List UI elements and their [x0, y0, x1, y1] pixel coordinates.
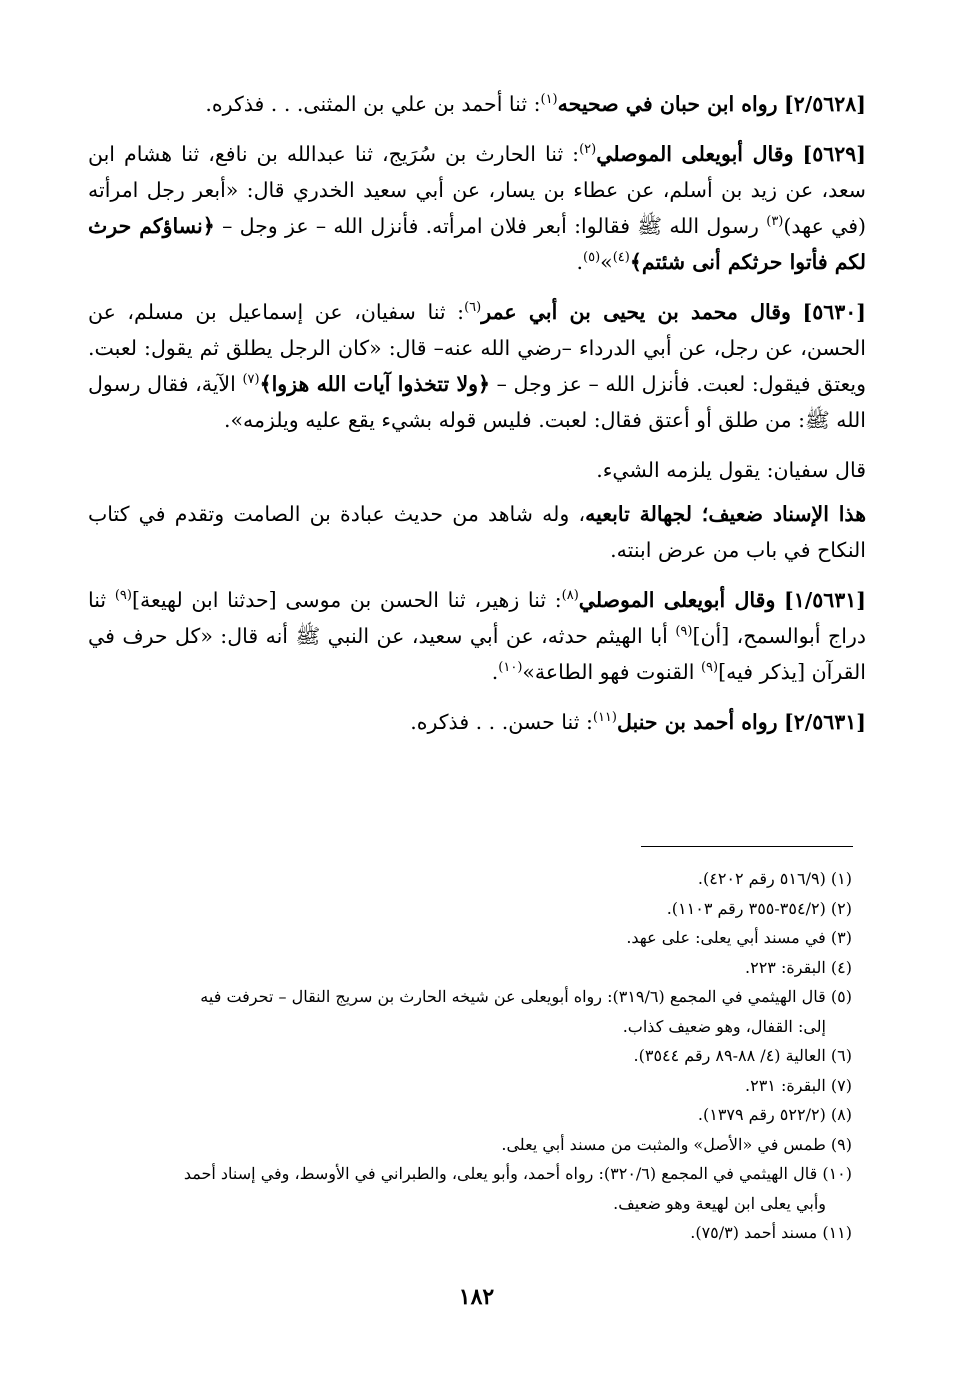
footnote-text: (٣٥٤/٢-٣٥٥ رقم ١١٠٣).: [666, 898, 826, 918]
footnote-ref: (١): [540, 92, 558, 108]
hadith-text: »: [600, 250, 613, 274]
hadith-lead: وقال محمد بن يحيى بن أبي عمر: [481, 300, 791, 324]
footnote-label: (٣): [830, 928, 852, 947]
footnote-ref: (٢): [579, 142, 597, 158]
quran-verse: ﴿ولا تتخذوا آيات الله هزوا﴾: [259, 372, 491, 396]
footnote-continuation: إلى: القفال، وهو ضعيف كذاب.: [622, 1016, 826, 1036]
footnote-text: في مسند أبي يعلى: على عهد.: [626, 928, 826, 947]
hadith-number: [٢/٥٦٣١]: [784, 710, 866, 734]
hadith-number: [٢/٥٦٢٨]: [784, 92, 866, 116]
footnote-divider: [641, 846, 853, 847]
footnote-label: (٦): [830, 1046, 852, 1065]
footnote-10: [84, 1159, 852, 1218]
hadith-lead: رواه ابن حبان في صحيحه: [557, 92, 778, 116]
footnote-3: [84, 923, 852, 953]
hadith-lead: وقال أبويعلى الموصلي: [578, 588, 776, 612]
sufyan-comment: [88, 452, 866, 488]
footnote-9: [84, 1130, 852, 1160]
footnote-11: [84, 1218, 852, 1248]
footnote-ref: (٥): [583, 250, 601, 266]
footnote-label: (٧): [830, 1075, 852, 1095]
hadith-text: : ثنا أحمد بن علي بن المثنى. . . فذكره.: [205, 92, 541, 116]
hadith-lead: رواه أحمد بن حنبل: [617, 710, 778, 734]
footnote-text: (٥١٦/٩ رقم ٤٢٠٢).: [697, 869, 826, 888]
isnad-grading: [88, 496, 866, 568]
footnote-label: (٩): [830, 1134, 852, 1154]
hadith-entry-5628-2: [88, 86, 866, 122]
grading-text: هذا الإسناد ضعيف؛ لجهالة تابعيه: [585, 502, 867, 526]
hadith-text: : ثنا حسن. . . فذكره.: [410, 710, 593, 734]
footnote-text: العالية (٤/ ٨٨-٨٩ رقم ٣٥٤٤).: [633, 1046, 826, 1065]
footnote-ref: (٧): [242, 372, 260, 388]
footnote-ref: (٩): [700, 660, 719, 676]
hadith-text: القنوت فهو الطاعة»: [522, 660, 701, 684]
footnote-ref: (٨): [561, 588, 579, 604]
footnote-ref: (٩): [675, 624, 693, 640]
footnote-label: (٨): [830, 1105, 852, 1124]
footnote-label: (٢): [830, 898, 852, 918]
footnotes: [84, 864, 852, 1248]
hadith-text: .: [491, 660, 499, 684]
footnote-label: (١٠): [822, 1164, 852, 1183]
footnote-ref: (٩): [114, 588, 132, 604]
footnote-text: مسند أحمد (٧٥/٣).: [690, 1223, 818, 1242]
hadith-entry-5629: [88, 136, 866, 280]
hadith-entry-5631-2: [88, 704, 866, 740]
hadith-entry-5630: [88, 294, 866, 438]
footnote-1: [84, 864, 852, 894]
hadith-number: [١/٥٦٣١]: [784, 588, 866, 612]
footnote-ref: (١١): [592, 710, 617, 726]
footnote-continuation: وأبي يعلى ابن لهيعة وهو ضعيف.: [613, 1193, 826, 1213]
quran-verse: ﴿نساؤكم حرث لكم فأتوا حرثكم أنى شئتم﴾: [88, 214, 866, 274]
grading-detail: ، وله شاهد من حديث عبادة بن الصامت وتقدم في كتاب النكاح في باب من عرض ابنته.: [88, 502, 866, 562]
page-number: ١٨٢: [458, 1284, 495, 1310]
footnote-text: البقرة: ٢٢٣.: [745, 957, 826, 977]
hadith-number: [٥٦٢٩]: [802, 142, 866, 166]
hadith-text: رسول الله ﷺ فقالوا: أبعر فلان امرأته. فأنزل الله – عز وجل –: [214, 214, 767, 238]
footnote-2: [84, 894, 852, 924]
footnote-ref: (٦): [464, 300, 482, 316]
footnote-8: [84, 1100, 852, 1130]
footnote-text: البقرة: ٢٣١.: [745, 1075, 826, 1095]
comment-text: قال سفيان: يقول يلزمه الشيء.: [596, 458, 866, 482]
footnote-label: (١): [830, 869, 852, 888]
main-text: [88, 86, 866, 754]
hadith-text: .: [576, 250, 584, 274]
footnote-label: (٤): [830, 957, 852, 977]
hadith-text: : ثنا سفيان، عن إسماعيل بن مسلم، عن الحسن، عن رجل، عن أبي الدرداء –رضي الله عنه– قال: «كان الرجل يطلق ثم يقول: لعبت. ويعتق فيقول: لعبت. فأنزل الله – عز وجل –: [88, 300, 866, 396]
hadith-text: الآية، فقال رسول الله ﷺ: من طلق أو أعتق فقال: لعبت. فليس قوله بشيء يقع عليه ويلزمه».: [88, 372, 866, 432]
footnote-ref: (٤): [612, 250, 630, 266]
hadith-text: : ثنا زهير، ثنا الحسن بن موسى [حدثنا ابن لهيعة]: [131, 588, 562, 612]
footnote-label: (١١): [822, 1223, 852, 1242]
footnote-7: [84, 1071, 852, 1101]
hadith-number: [٥٦٣٠]: [802, 300, 866, 324]
footnote-ref: (٣): [766, 214, 784, 230]
footnote-4: [84, 953, 852, 983]
footnote-text: قال الهيثمي في المجمع (٣٢٠/٦): رواه أحمد، وأبو يعلى، والطبراني في الأوسط، وفي إسناد أحمد: [183, 1164, 818, 1183]
footnote-ref: (١٠): [498, 660, 523, 676]
footnote-text: (٥٢٢/٢ رقم ١٣٧٩).: [697, 1105, 826, 1124]
footnote-6: [84, 1041, 852, 1071]
footnote-text: قال الهيثمي في المجمع (٣١٩/٦): رواه أبويعلى عن شيخه الحارث بن سريج النقال – تحرفت فيه: [200, 987, 826, 1006]
footnote-text: طمس في «الأصل» والمثبت من مسند أبي يعلى.: [501, 1134, 826, 1154]
hadith-lead: وقال أبويعلى الموصلي: [596, 142, 794, 166]
footnote-label: (٥): [830, 987, 852, 1006]
footnote-5: [84, 982, 852, 1041]
hadith-text: : ثنا الحارث بن سُرَيج، ثنا عبدالله بن نافع، ثنا هشام ابن سعد، عن زيد بن أسلم، عن عطاء بن يسار، عن أبي سعيد الخدري قال: «أبعر رجل امرأته (في عهد): [88, 142, 866, 238]
hadith-text: أبا الهيثم حدثه، عن أبي سعيد، عن النبي ﷺ أنه قال: «كل حرف في القرآن [يذكر فيه]: [88, 624, 866, 684]
hadith-text: ثنا دراج أبوالسمح، [أن]: [88, 588, 866, 648]
hadith-entry-5631-1: [88, 582, 866, 690]
